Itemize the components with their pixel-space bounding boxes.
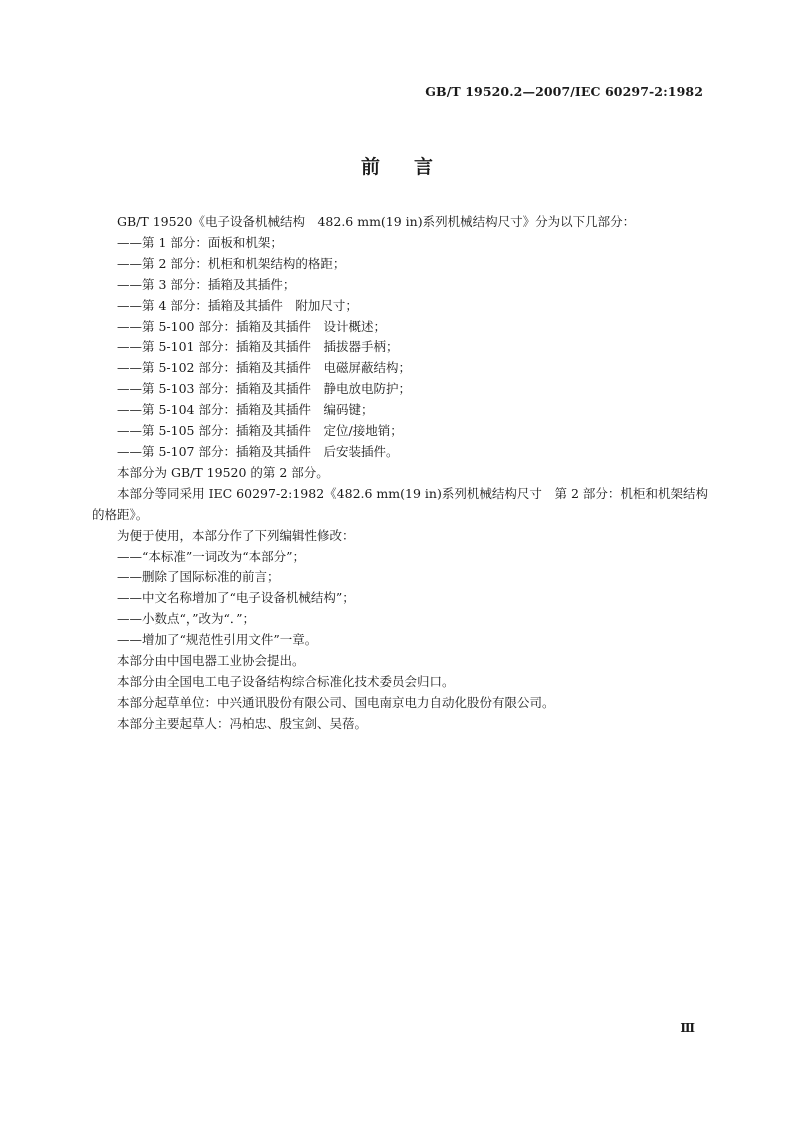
drafting-units: 本部分起草单位：中兴通讯股份有限公司、国电南京电力自动化股份有限公司。 bbox=[117, 694, 555, 710]
list-item-part-5-104: ——第 5-104 部分：插箱及其插件 编码键； bbox=[117, 402, 374, 418]
list-item-part-1: ——第 1 部分：面板和机架； bbox=[117, 234, 283, 250]
list-item-part-5-105: ——第 5-105 部分：插箱及其插件 定位/接地销； bbox=[117, 423, 403, 439]
list-item-part-3: ——第 3 部分：插箱及其插件； bbox=[117, 276, 296, 292]
edit-item-2: ——删除了国际标准的前言； bbox=[117, 569, 280, 585]
committee-statement: 本部分由全国电工电子设备结构综合标准化技术委员会归口。 bbox=[117, 673, 455, 689]
list-item-part-4: ——第 4 部分：插箱及其插件 附加尺寸； bbox=[117, 297, 358, 313]
adoption-statement: 本部分等同采用 IEC 60297-2:1982《482.6 mm(19 in)系列机械结构尺寸 第 2 部分：机柜和机架结构的格距》。 bbox=[92, 485, 708, 522]
edit-item-5: ——增加了“规范性引用文件”一章。 bbox=[117, 632, 318, 648]
list-item-part-5-107: ——第 5-107 部分：插箱及其插件 后安装插件。 bbox=[117, 443, 399, 459]
edit-item-1: ——“本标准”一词改为“本部分”； bbox=[117, 548, 306, 564]
proposer-statement: 本部分由中国电器工业协会提出。 bbox=[117, 653, 305, 669]
standard-code: GB/T 19520.2—2007/IEC 60297-2:1982 bbox=[425, 84, 703, 99]
list-item-part-5-100: ——第 5-100 部分：插箱及其插件 设计概述； bbox=[117, 318, 386, 334]
document-body bbox=[92, 212, 708, 735]
intro-paragraph: GB/T 19520《电子设备机械结构 482.6 mm(19 in)系列机械结构尺寸》分为以下几部分： bbox=[117, 214, 636, 229]
list-item-part-5-103: ——第 5-103 部分：插箱及其插件 静电放电防护； bbox=[117, 381, 411, 397]
edit-item-4: ——小数点“，”改为“．”； bbox=[117, 611, 256, 627]
page-number: Ⅲ bbox=[680, 1021, 695, 1035]
list-item-part-5-102: ——第 5-102 部分：插箱及其插件 电磁屏蔽结构； bbox=[117, 360, 411, 376]
list-item-part-5-101: ——第 5-101 部分：插箱及其插件 插拔器手柄； bbox=[117, 339, 399, 355]
drafters: 本部分主要起草人：冯柏忠、殷宝剑、吴蓓。 bbox=[117, 715, 368, 731]
page-title: 前言 bbox=[360, 156, 467, 178]
list-item-part-2: ——第 2 部分：机柜和机架结构的格距； bbox=[117, 255, 346, 271]
edit-item-3: ——中文名称增加了“电子设备机械结构”； bbox=[117, 590, 355, 606]
part-statement: 本部分为 GB/T 19520 的第 2 部分。 bbox=[117, 464, 329, 480]
edits-intro: 为便于使用，本部分作了下列编辑性修改： bbox=[117, 527, 355, 543]
